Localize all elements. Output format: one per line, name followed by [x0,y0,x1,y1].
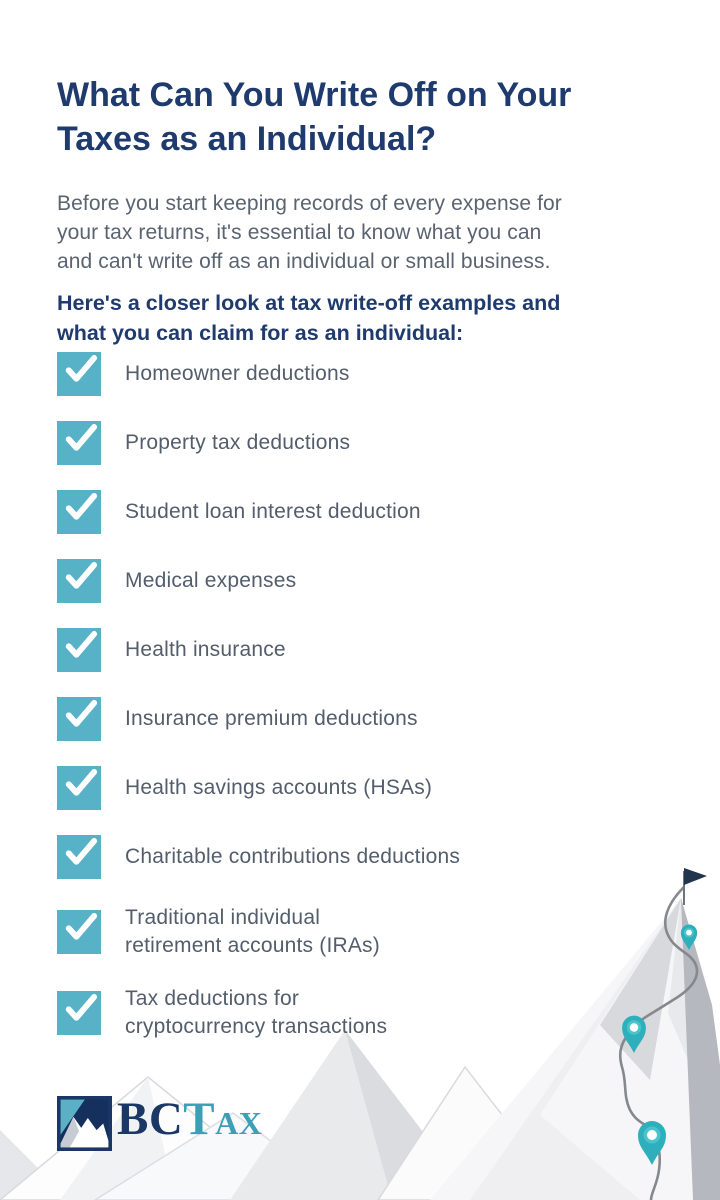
checklist-item [57,559,460,603]
checklist-item-label: Student loan interest deduction [125,500,421,523]
intro-line: your tax returns, it's essential to know what you can [57,221,542,244]
page-title-line: What Can You Write Off on Your [57,75,572,114]
checklist-item-label: Charitable contributions deductions [125,845,461,868]
checklist-item-label: Tax deductions for [125,987,300,1010]
subheading [57,288,657,348]
checklist-item-label: retirement accounts (IRAs) [125,934,380,957]
checkmark-icon [57,697,101,741]
checkmark-icon [57,835,101,879]
logo-text-t: T [183,1093,216,1145]
checklist-item [57,835,460,879]
checkmark-icon [57,421,101,465]
logo-text-bc: BC [117,1093,184,1145]
summit-flag-icon [684,868,707,905]
checklist-item [57,766,460,810]
checkmark-icon [57,910,101,954]
intro-line: and can't write off as an individual or small business. [57,250,551,273]
checklist-item-label: Homeowner deductions [125,362,350,385]
checklist-item-label: Health insurance [125,638,286,661]
checklist [57,352,460,1041]
bctax-logo [57,1093,263,1151]
checkmark-icon [57,490,101,534]
checklist-item [57,352,460,396]
checklist-item [57,490,460,534]
checklist-item [57,985,460,1041]
checklist-item-label: Health savings accounts (HSAs) [125,776,433,799]
checklist-item [57,421,460,465]
subheading-line: Here's a closer look at tax write-off examples and [57,290,561,315]
page-title-line: Taxes as an Individual? [57,119,437,158]
subheading-line: what you can claim for as an individual: [57,320,464,345]
checkmark-icon [57,352,101,396]
checkmark-icon [57,991,101,1035]
checkmark-icon [57,766,101,810]
checklist-item-label: Medical expenses [125,569,297,592]
checklist-item-label: cryptocurrency transactions [125,1015,388,1038]
checklist-item [57,697,460,741]
logo-wordmark [117,1093,263,1146]
intro-paragraph [57,189,657,276]
checklist-item-label: Insurance premium deductions [125,707,418,730]
checklist-item-label: Property tax deductions [125,431,351,454]
page-title [57,73,697,161]
logo-text-ax: AX [215,1105,263,1141]
checkmark-icon [57,559,101,603]
checkmark-icon [57,628,101,672]
checklist-item-label: Traditional individual [125,906,321,929]
mountain-logo-icon [57,1096,112,1151]
checklist-item [57,628,460,672]
intro-line: Before you start keeping records of every expense for [57,192,562,215]
checklist-item [57,904,460,960]
